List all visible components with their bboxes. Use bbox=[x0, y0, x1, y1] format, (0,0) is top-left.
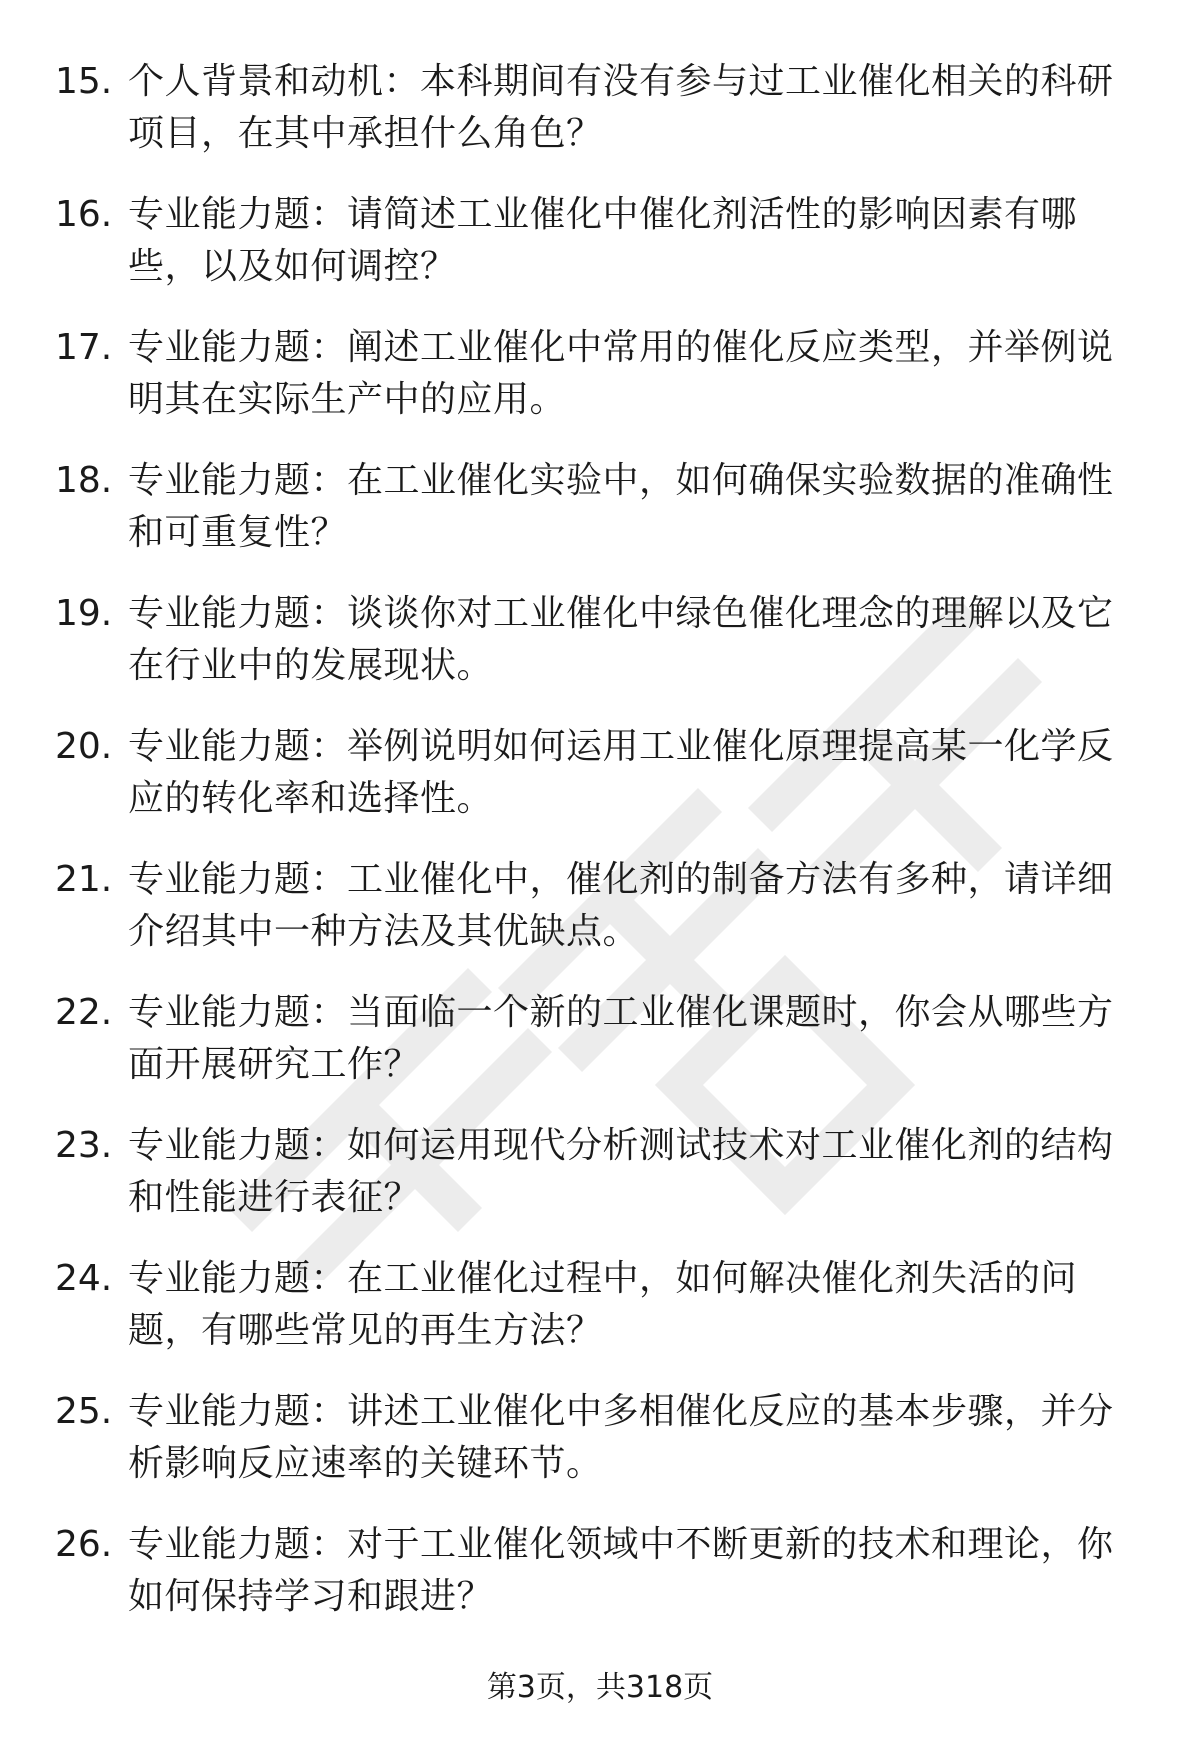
question-number: 18. bbox=[55, 460, 113, 501]
question-number: 20. bbox=[55, 726, 113, 767]
question-text: 专业能力题：对于工业催化领域中不断更新的技术和理论，你如何保持学习和跟进？ bbox=[128, 1524, 1114, 1617]
question-text: 专业能力题：在工业催化实验中，如何确保实验数据的准确性和可重复性？ bbox=[128, 460, 1114, 553]
list-item bbox=[0, 455, 1200, 588]
question-number: 21. bbox=[55, 859, 113, 900]
question-text: 专业能力题：在工业催化过程中，如何解决催化剂失活的问题，有哪些常见的再生方法？ bbox=[128, 1258, 1078, 1351]
question-number: 26. bbox=[55, 1524, 113, 1565]
question-number: 25. bbox=[55, 1391, 113, 1432]
question-text: 专业能力题：谈谈你对工业催化中绿色催化理念的理解以及它在行业中的发展现状。 bbox=[128, 593, 1114, 686]
question-number: 19. bbox=[55, 593, 113, 634]
list-item bbox=[0, 1120, 1200, 1253]
question-number: 24. bbox=[55, 1258, 113, 1299]
list-item bbox=[0, 322, 1200, 455]
question-text: 专业能力题：如何运用现代分析测试技术对工业催化剂的结构和性能进行表征？ bbox=[128, 1125, 1114, 1218]
list-item bbox=[0, 1253, 1200, 1386]
list-item bbox=[0, 987, 1200, 1120]
list-item bbox=[0, 588, 1200, 721]
question-text: 专业能力题：工业催化中，催化剂的制备方法有多种，请详细介绍其中一种方法及其优缺点。 bbox=[128, 859, 1114, 952]
question-number: 23. bbox=[55, 1125, 113, 1166]
question-number: 22. bbox=[55, 992, 113, 1033]
list-item bbox=[0, 721, 1200, 854]
list-item bbox=[0, 56, 1200, 189]
question-number: 16. bbox=[55, 194, 113, 235]
list-item bbox=[0, 189, 1200, 322]
question-text: 专业能力题：请简述工业催化中催化剂活性的影响因素有哪些，以及如何调控？ bbox=[128, 194, 1078, 287]
page-footer: 第3页，共318页 bbox=[486, 1670, 714, 1705]
question-number: 15. bbox=[55, 61, 113, 102]
list-item bbox=[0, 854, 1200, 987]
question-list bbox=[0, 56, 1200, 1652]
list-item bbox=[0, 1386, 1200, 1519]
list-item bbox=[0, 1519, 1200, 1652]
question-text: 专业能力题：讲述工业催化中多相催化反应的基本步骤，并分析影响反应速率的关键环节。 bbox=[128, 1391, 1114, 1484]
question-text: 专业能力题：举例说明如何运用工业催化原理提高某一化学反应的转化率和选择性。 bbox=[128, 726, 1114, 819]
question-number: 17. bbox=[55, 327, 113, 368]
question-text: 个人背景和动机：本科期间有没有参与过工业催化相关的科研项目，在其中承担什么角色？ bbox=[128, 61, 1114, 154]
question-text: 专业能力题：阐述工业催化中常用的催化反应类型，并举例说明其在实际生产中的应用。 bbox=[128, 327, 1114, 420]
question-text: 专业能力题：当面临一个新的工业催化课题时，你会从哪些方面开展研究工作？ bbox=[128, 992, 1114, 1085]
